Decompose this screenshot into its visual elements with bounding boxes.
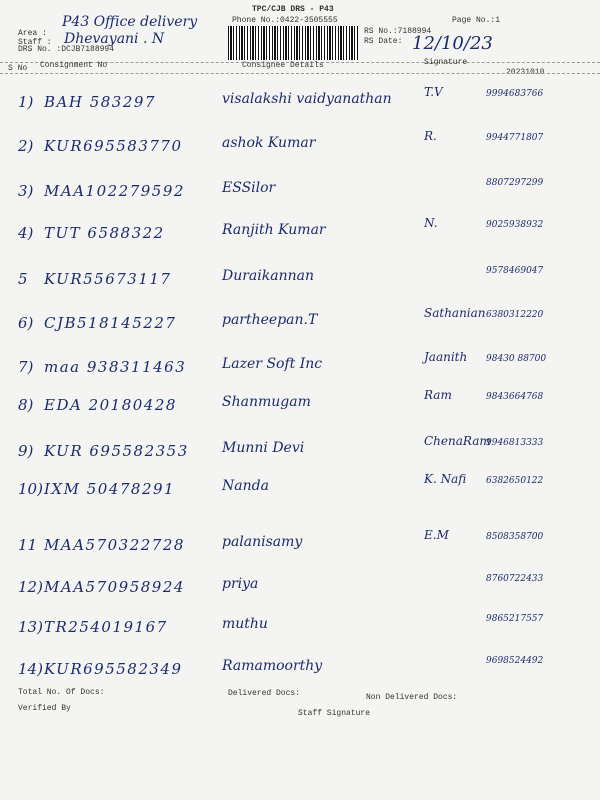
staff-signature: Staff Signature — [298, 709, 371, 718]
col-sno: S No — [8, 64, 28, 73]
header-divider-2 — [0, 73, 600, 74]
row-signature: K. Nafi — [424, 472, 467, 486]
row-signature: Jaanith — [424, 350, 468, 364]
rs-date-label: RS Date: — [364, 37, 403, 46]
row-consignee-name: palanisamy — [222, 534, 303, 550]
row-phone: 9843664768 — [486, 392, 544, 402]
row-consignee-name: Duraikannan — [222, 268, 314, 284]
row-consignment: BAH 583297 — [44, 93, 156, 111]
row-signature: Sathanian — [424, 306, 486, 320]
row-sno: 2) — [18, 137, 34, 155]
row-sno: 1) — [18, 93, 34, 111]
total-docs: Total No. Of Docs: — [18, 688, 105, 697]
rs-date-value: 12/10/23 — [412, 33, 493, 54]
row-consignment: MAA102279592 — [44, 182, 185, 200]
row-phone: 6382650122 — [486, 476, 544, 486]
row-signature: ChenaRam — [424, 434, 491, 448]
row-signature: E.M — [424, 528, 449, 542]
header-title: TPC/CJB DRS - P43 — [252, 5, 334, 14]
row-phone: 9946813333 — [486, 438, 544, 448]
row-consignee-name: visalakshi vaidyanathan — [222, 91, 392, 107]
row-consignment: TR254019167 — [44, 618, 168, 636]
row-sno: 12) — [18, 578, 43, 596]
row-sno: 11 — [18, 536, 38, 554]
row-signature: Ram — [424, 388, 452, 402]
barcode — [228, 26, 358, 60]
row-consignee-name: Ranjith Kumar — [222, 222, 326, 238]
row-consignee-name: Nanda — [222, 478, 269, 494]
row-phone: 6380312220 — [486, 310, 544, 320]
row-sno: 7) — [18, 358, 34, 376]
row-sno: 8) — [18, 396, 34, 414]
row-sno: 3) — [18, 182, 34, 200]
verified-by: Verified By — [18, 704, 71, 713]
row-consignee-name: Munni Devi — [222, 440, 305, 456]
row-consignment: MAA570322728 — [44, 536, 185, 554]
row-consignment: KUR 695582353 — [44, 442, 189, 460]
row-phone: 9578469047 — [486, 266, 544, 276]
row-consignee-name: ashok Kumar — [222, 135, 316, 151]
row-signature: R. — [424, 129, 437, 143]
row-phone: 9944771807 — [486, 133, 544, 143]
row-sno: 5 — [18, 270, 28, 288]
row-phone: 98430 88700 — [486, 354, 547, 364]
row-phone: 9994683766 — [486, 89, 544, 99]
row-consignment: IXM 50478291 — [44, 480, 176, 498]
row-phone: 9025938932 — [486, 220, 544, 230]
phone-number: Phone No.:0422-3505555 — [232, 16, 338, 25]
area-label: Area : — [18, 29, 47, 38]
row-phone: 8508358700 — [486, 532, 544, 542]
row-consignment: KUR55673117 — [44, 270, 172, 288]
row-signature: N. — [424, 216, 438, 230]
staff-value: Dhevayani . N — [64, 31, 165, 47]
row-sno: 14) — [18, 660, 43, 678]
row-sno: 13) — [18, 618, 43, 636]
drs-number: DRS No. :DCJB7188994 — [18, 45, 115, 54]
row-phone: 8807297299 — [486, 178, 544, 188]
rs-number: RS No.:7188994 — [364, 27, 432, 36]
non-delivered-docs: Non Delivered Docs: — [366, 693, 458, 702]
row-sno: 10) — [18, 480, 43, 498]
col-consignment: Consignment No — [40, 61, 108, 70]
row-consignment: KUR695583770 — [44, 137, 183, 155]
row-sno: 6) — [18, 314, 34, 332]
row-consignee-name: Lazer Soft Inc — [222, 356, 323, 372]
row-consignee-name: Ramamoorthy — [222, 658, 323, 674]
delivered-docs: Delivered Docs: — [228, 689, 301, 698]
row-sno: 9) — [18, 442, 34, 460]
staff-label: Staff : — [18, 38, 52, 47]
row-phone: 8760722433 — [486, 574, 544, 584]
row-consignee-name: partheepan.T — [222, 312, 318, 328]
row-sno: 4) — [18, 224, 34, 242]
row-consignment: maa 938311463 — [44, 358, 187, 376]
col-signature: Signature — [424, 58, 468, 67]
row-consignment: MAA570958924 — [44, 578, 185, 596]
row-consignee-name: muthu — [222, 616, 268, 632]
date-stamp: 20231010 — [506, 68, 545, 77]
row-phone: 9865217557 — [486, 614, 544, 624]
row-consignee-name: ESSilor — [222, 180, 276, 196]
col-consignee: Consignee Details — [242, 61, 324, 70]
row-signature: T.V — [424, 85, 443, 99]
row-consignee-name: priya — [222, 576, 259, 592]
area-value: P43 Office delivery — [62, 14, 198, 30]
row-consignee-name: Shanmugam — [222, 394, 311, 410]
row-phone: 9698524492 — [486, 656, 544, 666]
row-consignment: CJB518145227 — [44, 314, 177, 332]
page-number: Page No.:1 — [452, 16, 501, 25]
row-consignment: TUT 6588322 — [44, 224, 165, 242]
row-consignment: EDA 20180428 — [44, 396, 177, 414]
row-consignment: KUR695582349 — [44, 660, 183, 678]
